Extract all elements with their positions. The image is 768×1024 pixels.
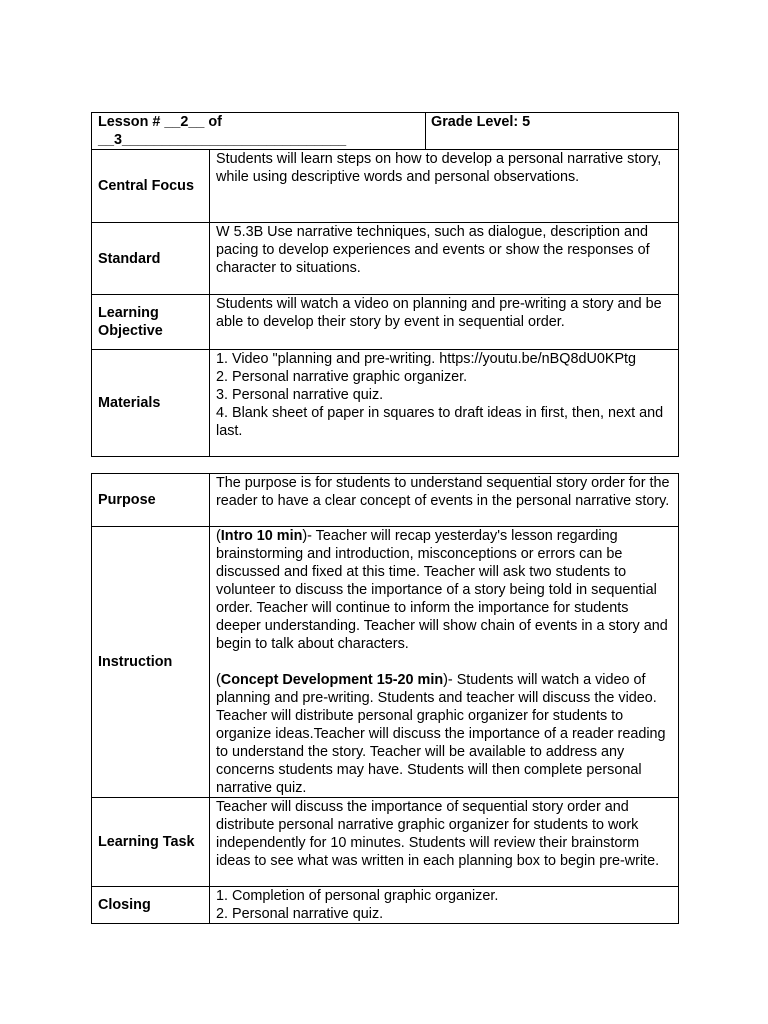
row-central-focus [92,150,679,223]
materials-item: 2. Personal narrative graphic organizer. [216,369,468,385]
row-learning-task [92,798,679,887]
row-learning-objective [92,295,679,350]
instruction-intro: (Intro 10 min)- Teacher will recap yesterday's lesson regarding brainstorming and introduction, misconceptions or errors can be discussed and fixed at this time. Teacher will ask two students to volunteer to discuss the importance of a story being told in sequential order. Teacher will continue to inform the importance for students deeper understanding. Teacher will show chain of events in a story and begin to talk about characters. [216,528,668,652]
instruction-concept: (Concept Development 15-20 min)- Students will watch a video of planning and pre-writing. Students and teacher will discuss the video. Teacher will distribute personal graphic organizer for students to organize ideas.Teacher will discuss the importance of a reader reading to understand the story. Teacher will be available to address any concerns students may have. Students will then complete personal narrative quiz. [216,672,666,796]
instruction-text [210,527,679,798]
central-focus-label: Central Focus [92,150,210,223]
materials-label: Materials [92,350,210,457]
learning-task-label: Learning Task [92,798,210,887]
row-materials [92,350,679,457]
closing-item: 2. Personal narrative quiz. [216,906,384,922]
header-row [92,113,679,150]
lesson-plan-table-top [91,112,679,457]
purpose-label: Purpose [92,474,210,527]
intro-heading: Intro 10 min [220,528,303,544]
instruction-label: Instruction [92,527,210,798]
row-closing [92,887,679,924]
lesson-plan-table-bottom [91,473,679,924]
closing-list [210,887,679,924]
row-standard [92,223,679,295]
standard-label: Standard [92,223,210,295]
learning-objective-text: Students will watch a video on planning and pre-writing a story and be able to develop their story by event in sequential order. [210,295,679,350]
purpose-text: The purpose is for students to understand sequential story order for the reader to have a clear concept of events in the personal narrative story. [210,474,679,527]
lesson-number: Lesson # __2__ of __3____________________________ [92,113,426,150]
row-purpose [92,474,679,527]
materials-item: 3. Personal narrative quiz. [216,387,384,403]
concept-heading: Concept Development 15-20 min [220,672,444,688]
closing-item: 1. Completion of personal graphic organizer. [216,888,499,904]
closing-label: Closing [92,887,210,924]
materials-item: 1. Video "planning and pre-writing. https://youtu.be/nBQ8dU0KPtg [216,351,637,367]
standard-text: W 5.3B Use narrative techniques, such as dialogue, description and pacing to develop experiences and events or show the responses of character to situations. [210,223,679,295]
materials-item: 4. Blank sheet of paper in squares to draft ideas in first, then, next and last. [216,405,664,439]
learning-task-text: Teacher will discuss the importance of sequential story order and distribute personal narrative graphic organizer for students to work independently for 10 minutes. Students will review their brainstorm ideas to see what was written in each planning box to begin pre-write. [210,798,679,887]
row-instruction [92,527,679,798]
learning-objective-label: Learning Objective [92,295,210,350]
central-focus-text: Students will learn steps on how to develop a personal narrative story, while using descriptive words and personal observations. [210,150,679,223]
materials-list [210,350,679,457]
grade-level: Grade Level: 5 [426,113,679,150]
